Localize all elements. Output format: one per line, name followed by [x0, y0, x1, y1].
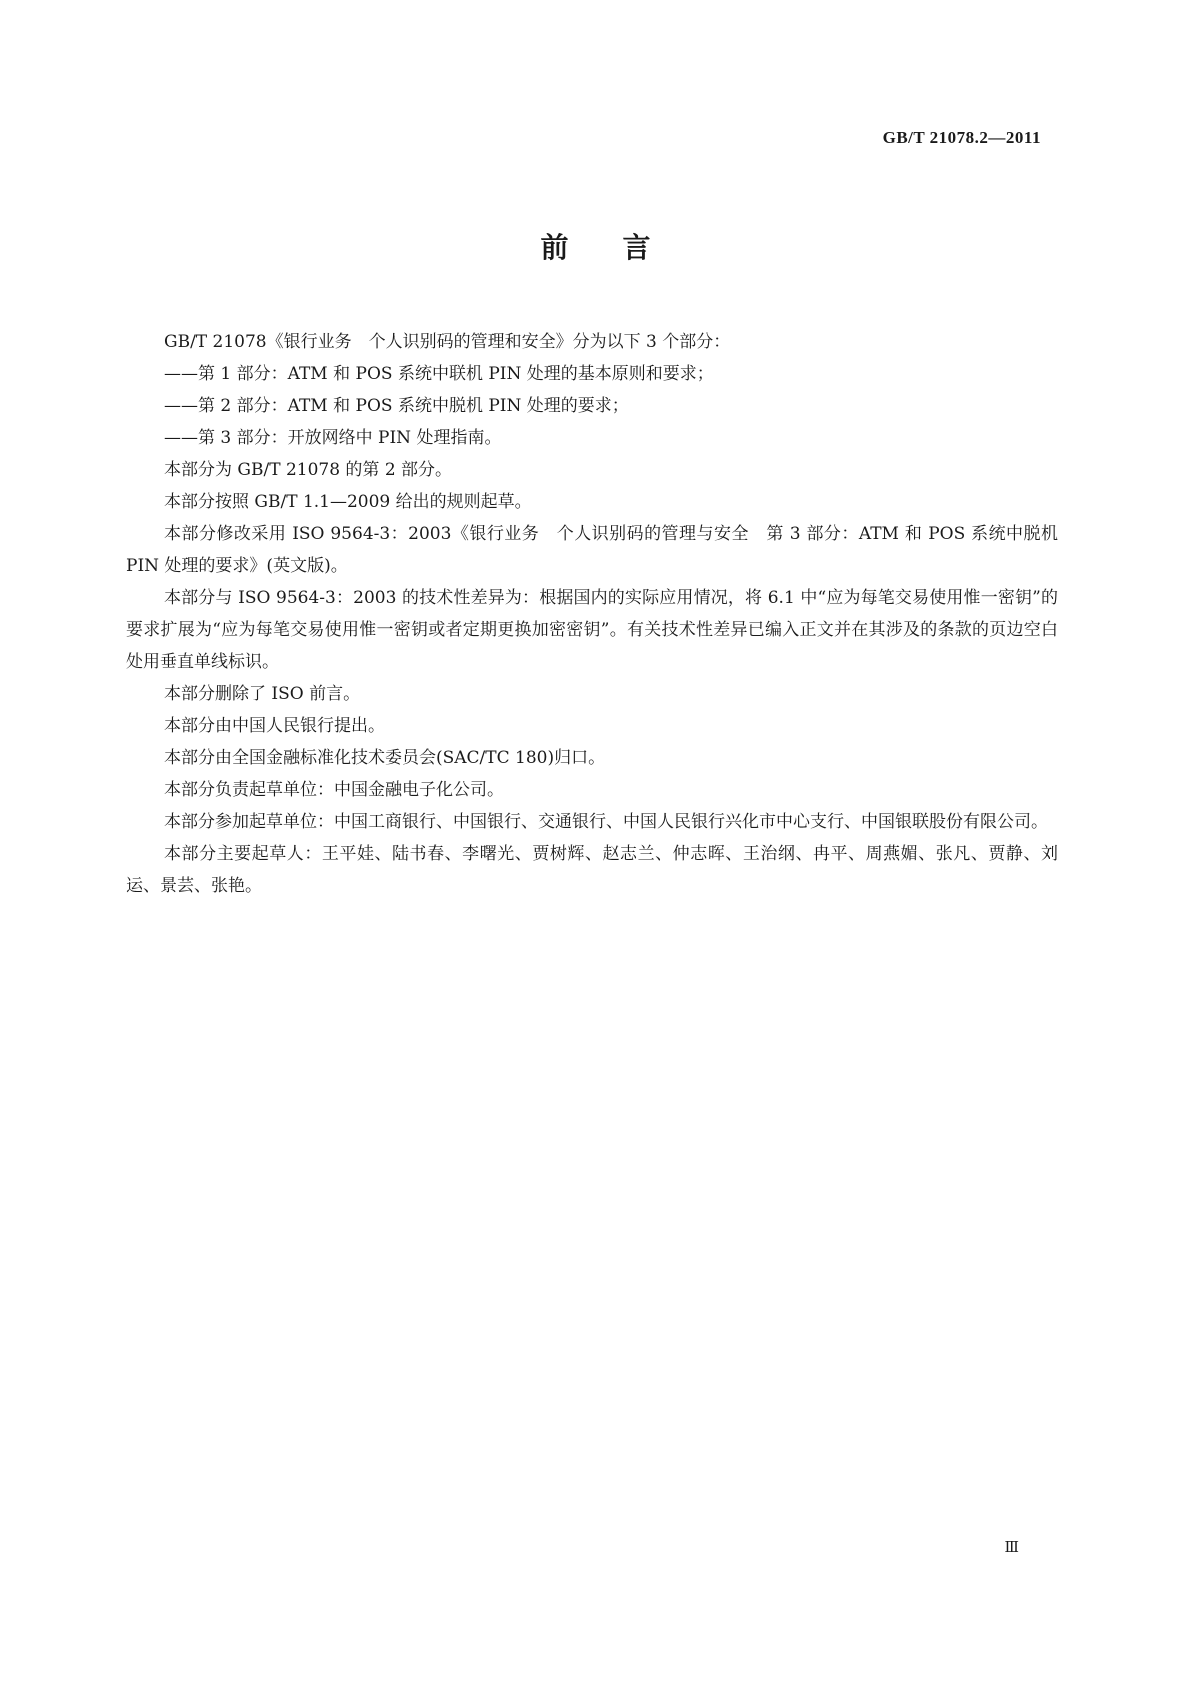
page-number: Ⅲ	[1004, 1540, 1019, 1556]
paragraph-drafting-rules: 本部分按照 GB/T 1.1—2009 给出的规则起草。	[164, 492, 532, 512]
paragraph-technical-differences: 本部分与 ISO 9564-3：2003 的技术性差异为：根据国内的实际应用情况，将 6.1 中“应为每笔交易使用惟一密钥”的要求扩展为“应为每笔交易使用惟一密钥或者定期更换加密密钥”。有关技术性差异已编入正文并在其涉及的条款的页边空白处用垂直单线标识。	[126, 588, 1058, 672]
paragraph-parts-intro: GB/T 21078《银行业务 个人识别码的管理和安全》分为以下 3 个部分：	[164, 332, 731, 352]
foreword-body	[126, 326, 1058, 902]
paragraph-part-3: ——第 3 部分：开放网络中 PIN 处理指南。	[164, 428, 502, 448]
paragraph-main-drafters: 本部分主要起草人：王平娃、陆书春、李曙光、贾树辉、赵志兰、仲志晖、王治纲、冉平、周燕媚、张凡、贾静、刘运、景芸、张艳。	[126, 844, 1058, 896]
paragraph-iso-foreword-removed: 本部分删除了 ISO 前言。	[164, 684, 361, 704]
standard-code: GB/T 21078.2—2011	[882, 128, 1041, 147]
paragraph-proposed-by: 本部分由中国人民银行提出。	[164, 716, 385, 736]
paragraph-part-1: ——第 1 部分：ATM 和 POS 系统中联机 PIN 处理的基本原则和要求；	[164, 364, 714, 384]
paragraph-technical-committee: 本部分由全国金融标准化技术委员会(SAC/TC 180)归口。	[164, 748, 606, 768]
paragraph-this-part: 本部分为 GB/T 21078 的第 2 部分。	[164, 460, 453, 480]
paragraph-participating-drafters: 本部分参加起草单位：中国工商银行、中国银行、交通银行、中国人民银行兴化市中心支行、中国银联股份有限公司。	[164, 812, 1048, 832]
paragraph-adoption: 本部分修改采用 ISO 9564-3：2003《银行业务 个人识别码的管理与安全 第 3 部分：ATM 和 POS 系统中脱机 PIN 处理的要求》(英文版)。	[126, 524, 1058, 576]
paragraph-part-2: ——第 2 部分：ATM 和 POS 系统中脱机 PIN 处理的要求；	[164, 396, 629, 416]
page-title: 前言	[540, 231, 705, 264]
paragraph-responsible-drafter: 本部分负责起草单位：中国金融电子化公司。	[164, 780, 504, 800]
